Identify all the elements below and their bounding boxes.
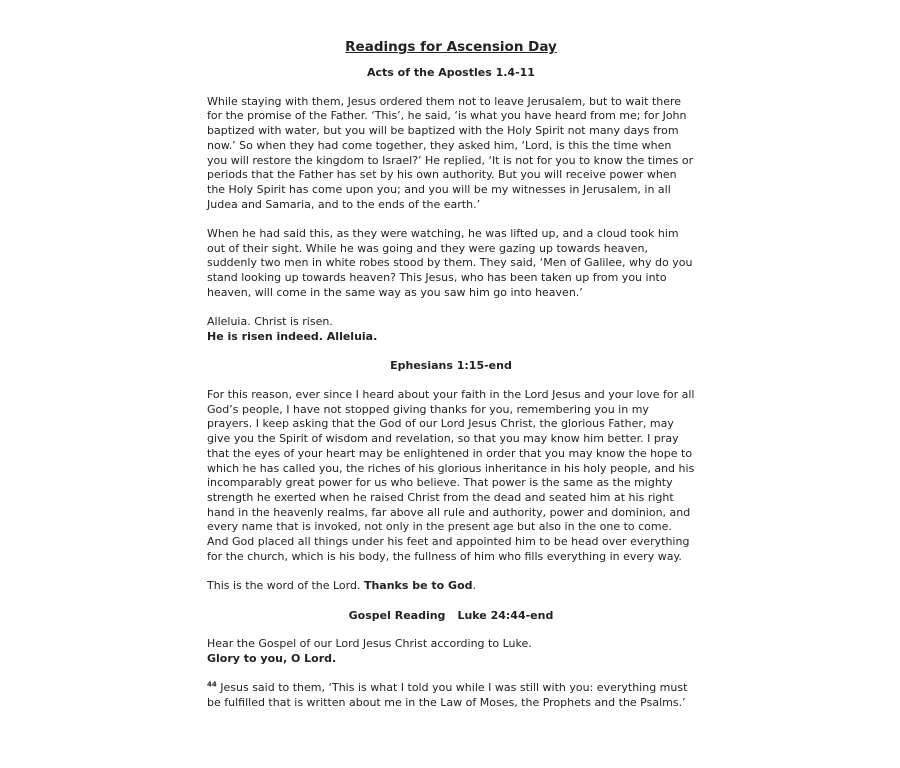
- acts-paragraph-2: When he had said this, as they were watching, he was lifted up, and a cloud took him out of their sight. While he was going and they were gazing up towards heaven, suddenly two men in white robes stood by them. They said, ‘Men of Galilee, why do you stand looking up towards heaven? This Jesus, who has been taken up from you into heaven, will come in the same way as you saw him go into heaven.’: [207, 227, 693, 299]
- acts-response: He is risen indeed. Alleluia.: [207, 329, 378, 343]
- document-body: [207, 38, 695, 725]
- gospel-intro-response: Glory to you, O Lord.: [207, 651, 337, 665]
- acts-heading: Acts of the Apostles 1.4-11: [367, 66, 535, 79]
- verse-number: 44: [207, 680, 217, 689]
- gospel-intro-block: [207, 637, 695, 666]
- closing-text: This is the word of the Lord.: [207, 579, 361, 593]
- acts-acclamation: Alleluia. Christ is risen.: [207, 315, 333, 329]
- acts-paragraph-1: While staying with them, Jesus ordered them not to leave Jerusalem, but to wait there for the promise of the Father. ‘This’, he said, ‘is what you have heard from me; for John baptized with water, but you will be baptized with the Holy Spirit not many days from now.’ So when they had come together, they asked him, ‘Lord, is this the time when you will restore the kingdom to Israel?’ He replied, ‘It is not for you to know the times or periods that the Father has set by his own authority. But you will receive power when the Holy Spirit has come upon you; and you will be my witnesses in Jerusalem, in all Judea and Samaria, and to the ends of the earth.’: [207, 94, 694, 211]
- document-title: Readings for Ascension Day: [345, 39, 557, 55]
- gospel-heading: [207, 609, 695, 624]
- gospel-verse: [207, 681, 695, 710]
- gospel-heading-label: Gospel Reading: [348, 608, 446, 622]
- ephesians-closing: [207, 579, 695, 594]
- ephesians-heading: Ephesians 1:15-end: [390, 359, 512, 373]
- ephesians-paragraph: For this reason, ever since I heard about your faith in the Lord Jesus and your love for all God’s people, I have not stopped giving thanks for you, remembering you in my prayers. I keep asking that the God of our Lord Jesus Christ, the glorious Father, may give you the Spirit of wisdom and revelation, so that you may know him better. I pray that the eyes of your heart may be enlightened in order that you may know the hope to which he has called you, the riches of his glorious inheritance in his holy people, and his incomparably great power for us who believe. That power is the same as the mighty strength he exerted when he raised Christ from the dead and seated him at his right hand in the heavenly realms, far above all rule and authority, power and dominion, and every name that is invoked, not only in the present age but also in the one to come. And God placed all things under his feet and appointed him to be head over everything for the church, which is his body, the fullness of him who fills everything in every way.: [207, 388, 695, 563]
- acts-acclamation-block: [207, 315, 695, 344]
- closing-punct: .: [472, 579, 477, 593]
- closing-response: Thanks be to God: [363, 579, 473, 593]
- verse-text: Jesus said to them, ‘This is what I told you while I was still with you: everything must be fulfilled that is written about me in the Law of Moses, the Prophets and the Psalms.’: [207, 681, 688, 710]
- gospel-heading-ref: Luke 24:44-end: [457, 608, 554, 622]
- gospel-intro: Hear the Gospel of our Lord Jesus Christ according to Luke.: [207, 637, 532, 651]
